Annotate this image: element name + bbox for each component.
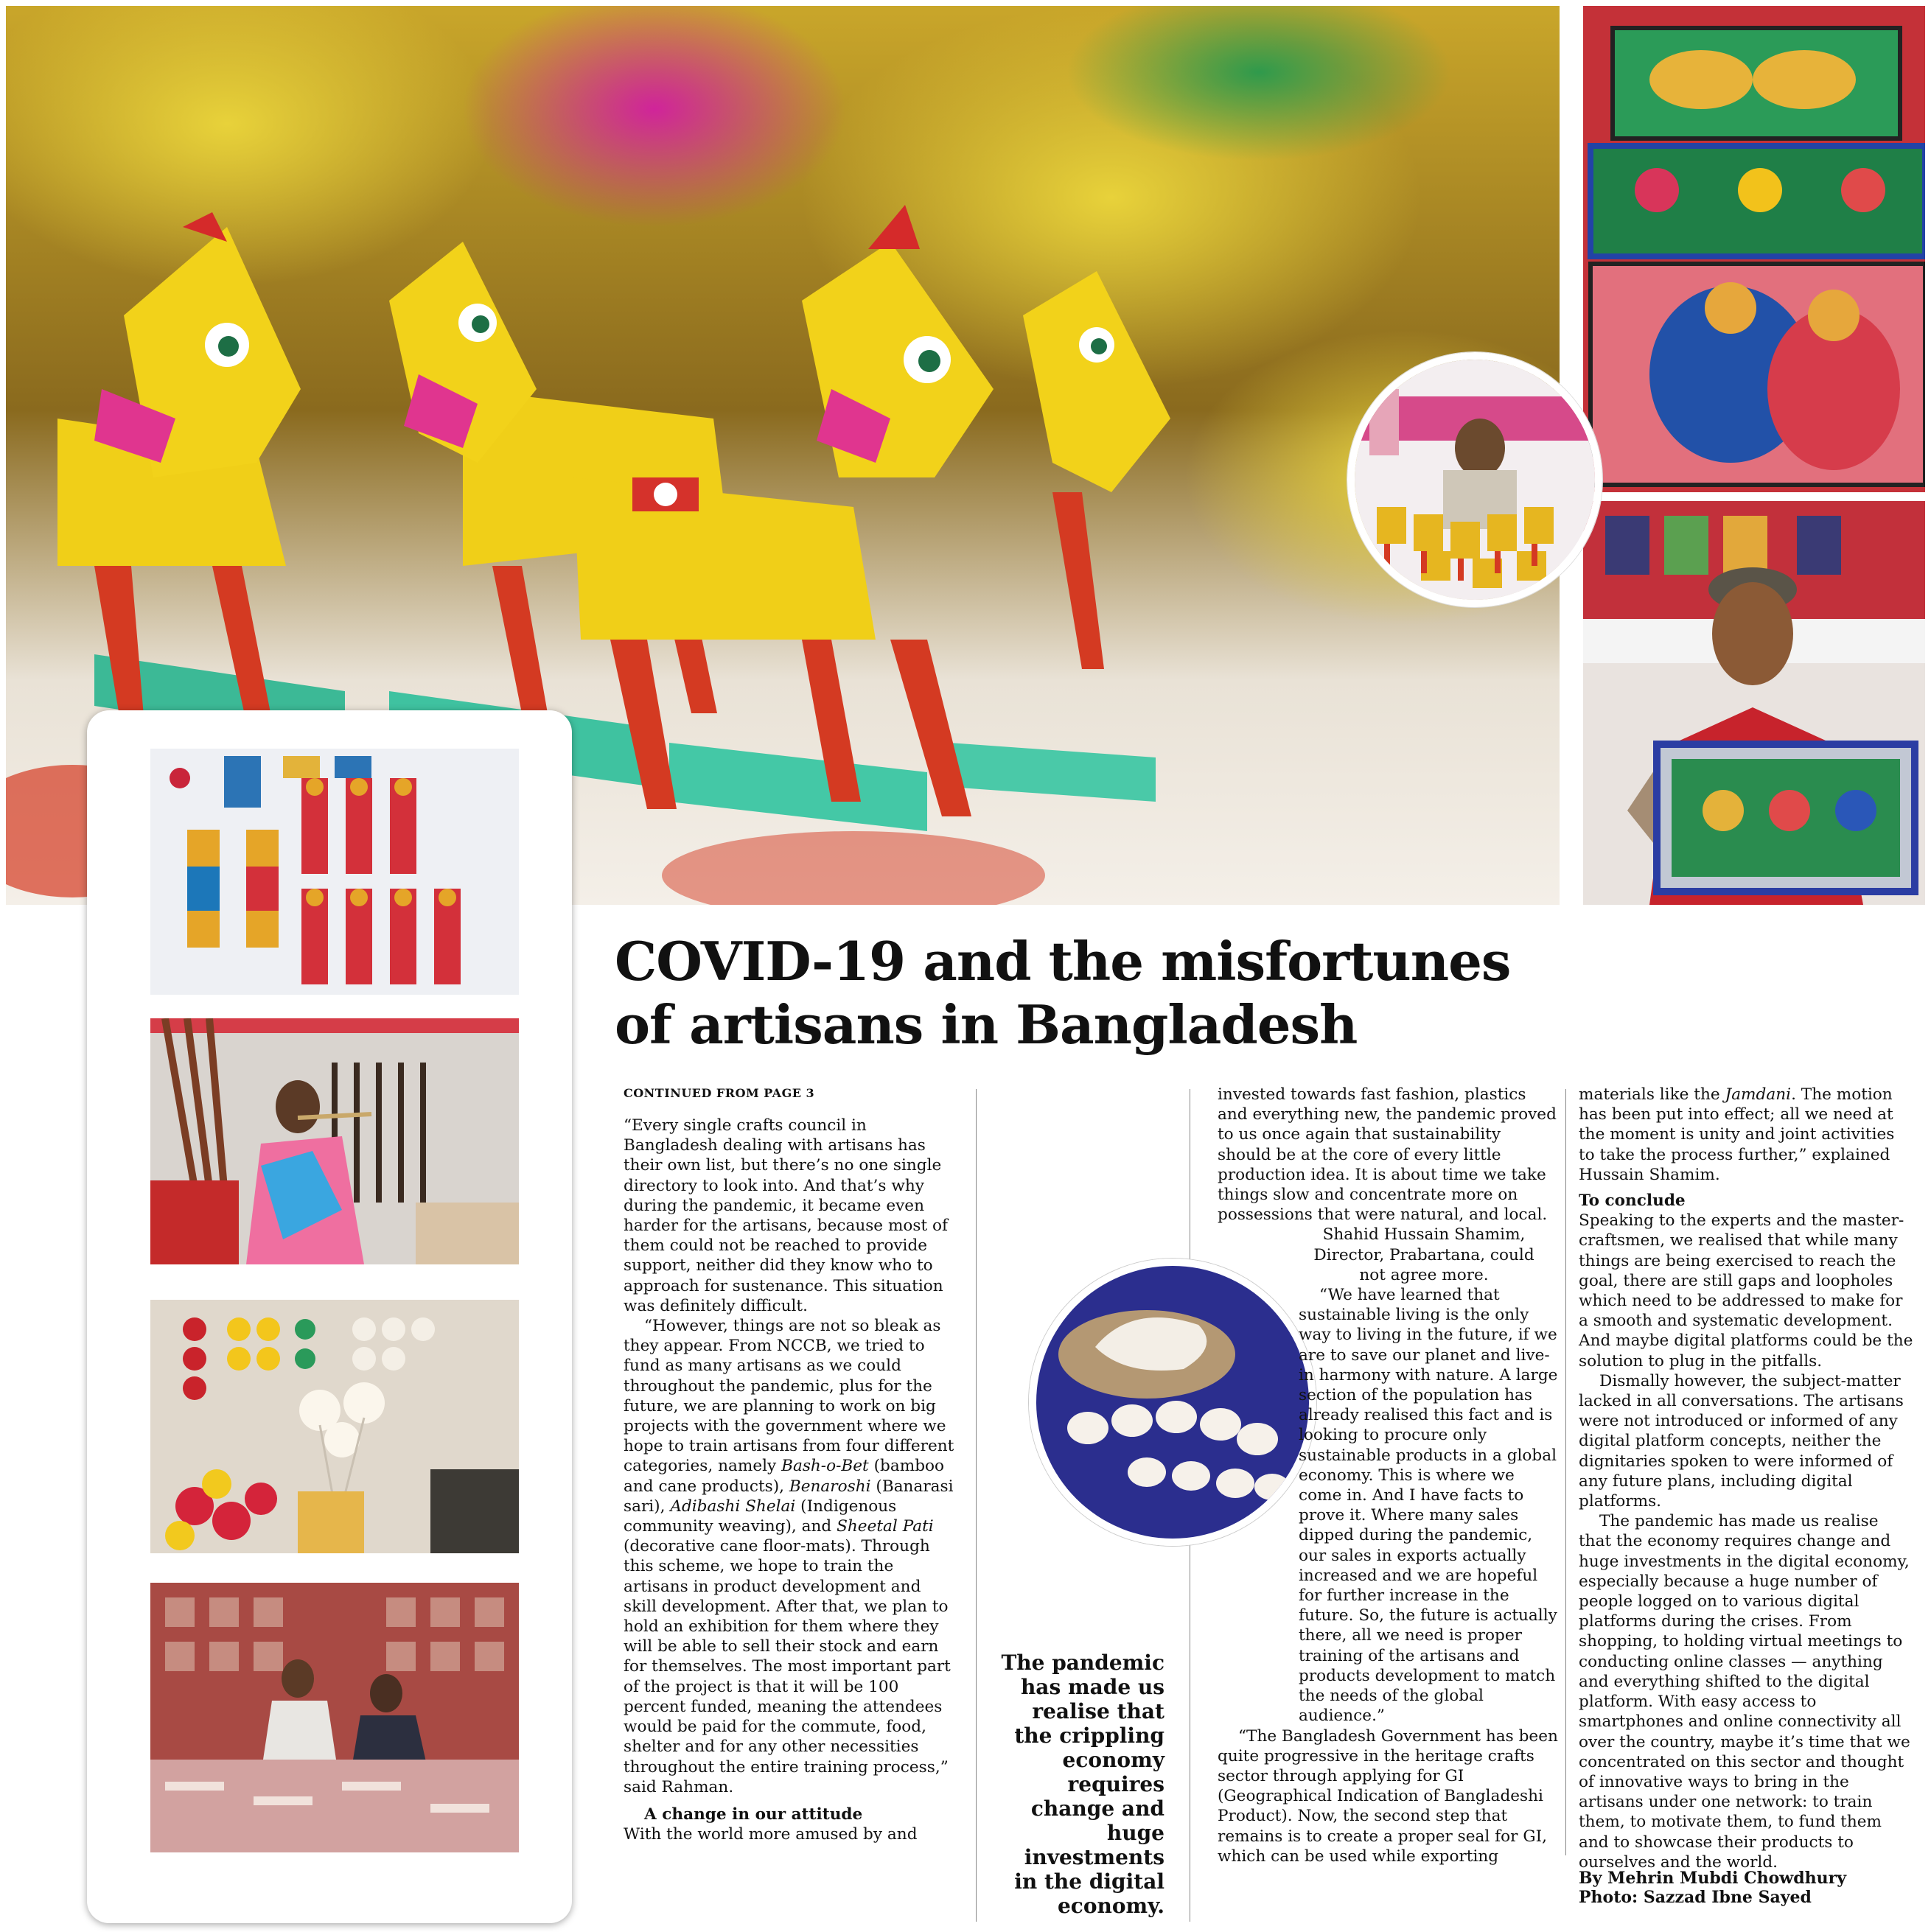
paragraph: Speaking to the experts and the master-craftsmen, we realised that while many things are being exercised to reach the goal, there are still gaps and loopholes which need to be addressed to make for a smooth and systematic development. And maybe digital platforms could be the solution to plug in the pitfalls. [1579,1211,1913,1371]
article-column-3 [1579,1085,1913,1872]
paragraph: Shahid Hussain Shamim, Director, Prabartana, could not agree more. [1313,1225,1534,1284]
paragraph: “Every single crafts council in Bangladesh dealing with artisans has their own list, but there’s no one single directory to look into. And that’s why during the pandemic, it became even harder for the artisans, because most of them could not be reached to provide support, neither did they know who to approach for sustenance. This situation was definitely difficult. [624,1116,949,1315]
continued-from-label: CONTINUED FROM PAGE 3 [624,1086,815,1100]
photo-folk-paintings [1583,6,1925,492]
headline-line-2: of artisans in Bangladesh [615,993,1358,1056]
photo-flute-player [150,1018,519,1264]
photo-man-holding-painting [1583,501,1925,905]
byline [1579,1869,1846,1907]
right-photo-strip [1583,6,1925,905]
paragraph: materials like the Jamdani. The motion has been put into effect; all we need at the moment is unity and joint activities to take the process further,” explained Hussain Shamim. [1579,1085,1895,1184]
photo-shola-flowers [150,1300,519,1553]
paragraph: Dismally however, the subject-matter lacked in all conversations. The artisans were not introduced or informed of any digital platform concepts, neither the dignitaries spoken to were informed of any future plans, including digital platforms. [1579,1371,1904,1511]
article-column-2 [1218,1085,1558,1866]
paragraph: The pandemic has made us realise that the economy requires change and huge investments in the digital economy, especially because a huge number of people logged on to various digital platforms during the crises. From shopping, to holding virtual meetings to conducting online classes — anything and everything shifted to the digital platform. With easy access to smartphones and online connectivity all over the country, maybe it’s time that we concentrated on this sector and thought of innovative ways to bring in the artisans under one network: to train them, to motivate them, to fund them and to showcase their products to ourselves and the world. [1579,1512,1910,1872]
photo-strip-card [87,710,572,1923]
byline-author: By Mehrin Mubdi Chowdhury [1579,1869,1846,1888]
byline-photo-credit: Photo: Sazzad Ibne Sayed [1579,1888,1812,1907]
paragraph: invested towards fast fashion, plastics and everything new, the pandemic proved to us once again that sustainability should be at the core of every little production idea. It is about time we take things slow and concentrate more on possessions that were natural, and local. [1218,1085,1557,1225]
column-rule-1 [976,1089,977,1922]
inset-circle-photo-vendor [1347,352,1602,607]
paragraph: “We have learned that sustainable living is the only way to living in the future, if we are to save our planet and live-in harmony with nature. A large section of the population has already realised this fact and is looking to procure only sustainable products in a global economy. This is where we come in. And I have facts to prove it. Where many sales dipped during the pandemic, our sales in exports actually increased and we are hopeful for further increase in the future. So, the future is actually there, all we need is proper training of the artisans and products development to match the needs of the global audience.” [1299,1286,1558,1726]
article-headline [615,930,1573,1057]
headline-line-1: COVID-19 and the misfortunes [615,930,1511,993]
paragraph: “The Bangladesh Government has been quite progressive in the heritage crafts sector through applying for GI (Geographical Indication of Bangladeshi Product). Now, the second step that remains is to create a proper seal for GI, which can be used while exporting [1218,1726,1558,1866]
paragraph: “However, things are not so bleak as they appear. From NCCB, we tried to fund as many artisans as we could throughout the pandemic, plus for the future, we are planning to work on big projects with the government where we hope to train artisans from four different categories, namely Bash-o-Bet (bamboo and cane products), Benaroshi (Banarasi sari), Adibashi Shelai (Indigenous community weaving), and Sheetal Pati (decorative cane floor-mats). Through this scheme, we hope to train the artisans in product development and skill development. After that, we plan to hold an exhibition for them where they will be able to sell their stock and earn for themselves. The most important part of the project is that it will be 100 percent funded, meaning the attendees would be paid for the commute, food, shelter and for any other necessities throughout the entire training process,” said Rahman. [624,1317,954,1796]
photo-painted-dolls [150,749,519,995]
subheading: A change in our attitude [644,1805,863,1824]
column-rule-3 [1565,1089,1566,1855]
paragraph: With the world more amused by and [624,1825,918,1844]
pull-quote: The pandemic has made us realise that the crippling economy requires change and huge investments in the digital economy. [1001,1651,1164,1918]
subheading: To conclude [1579,1191,1686,1211]
article-column-1 [624,1116,955,1844]
photo-mat-sellers [150,1583,519,1852]
